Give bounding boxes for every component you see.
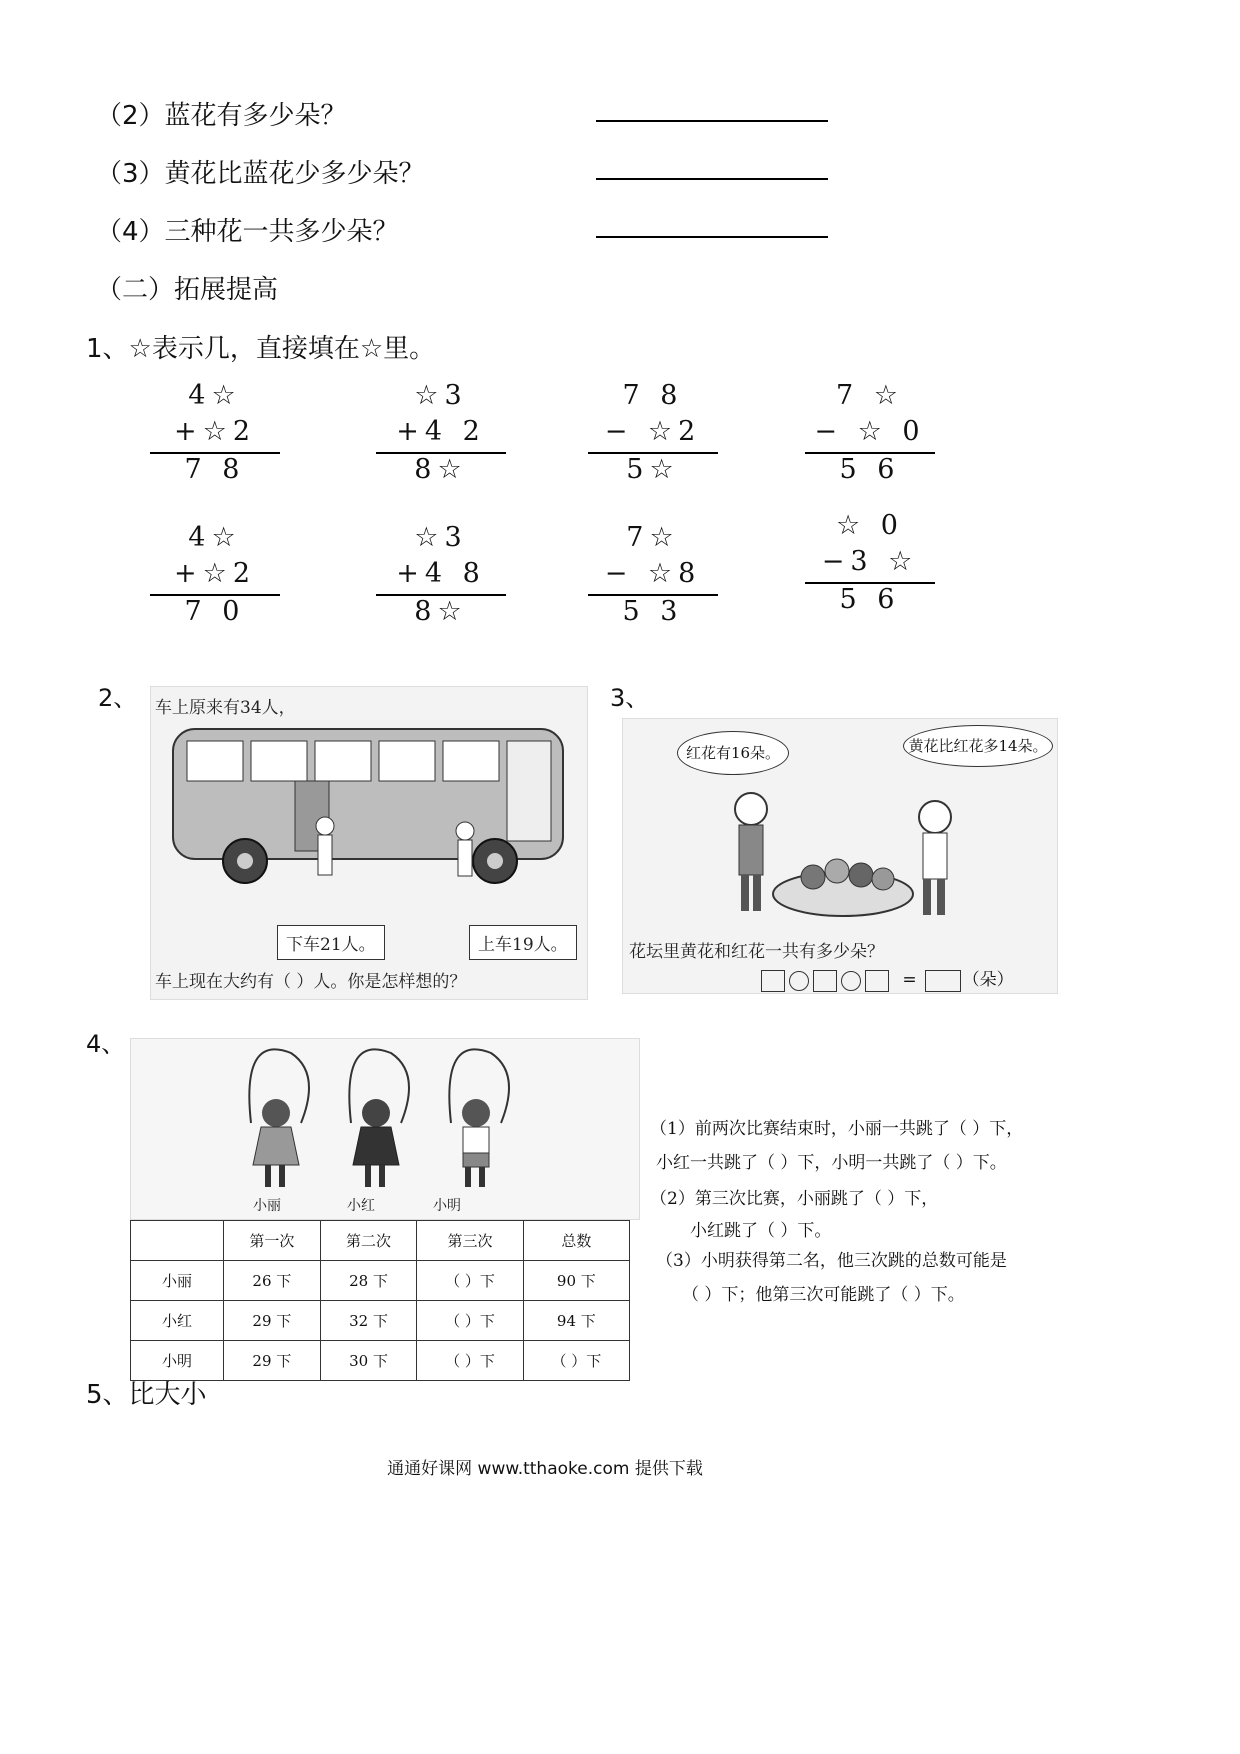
q4-sub-3a: （3）小明获得第二名，他三次跳的总数可能是 — [656, 1251, 1007, 1271]
equation-blanks[interactable] — [759, 965, 1014, 992]
question-2: （2）蓝花有多少朵？ — [96, 101, 347, 131]
bus-intro-text: 车上原来有34人， — [155, 698, 296, 718]
calc-top: 7 8 — [622, 380, 684, 411]
unit-label: （朵） — [962, 970, 1014, 990]
calc-top: ☆3 — [414, 522, 468, 553]
number-box[interactable] — [813, 970, 837, 992]
q2-label: 2、 — [98, 684, 138, 712]
name-xiaohong: 小红 — [347, 1198, 375, 1214]
table-row — [131, 1301, 630, 1341]
operator-circle[interactable] — [789, 971, 809, 991]
table-header-cell: 第一次 — [224, 1221, 321, 1261]
q4-sub-1b: 小红一共跳了（ ）下，小明一共跳了（ ）下。 — [656, 1153, 1007, 1173]
name-xiaoming: 小明 — [433, 1198, 461, 1214]
bus-illustration — [150, 686, 588, 1000]
equals-sign: = — [902, 970, 917, 990]
q4-sub-2b: 小红跳了（ ）下。 — [690, 1221, 832, 1241]
q4-sub-2a: （2）第三次比赛，小丽跳了（ ）下， — [650, 1189, 939, 1209]
table-header-cell: 第三次 — [417, 1221, 523, 1261]
flower-bed-icon — [713, 779, 973, 929]
table-cell: 小丽 — [131, 1261, 224, 1301]
calc-result: 8☆ — [414, 596, 468, 627]
calc-result: 5☆ — [626, 454, 680, 485]
calc-1 — [150, 380, 280, 490]
calc-operand: − ☆8 — [604, 558, 702, 589]
q1-title: 1、☆表示几，直接填在☆里。 — [86, 334, 436, 364]
calc-top: 4☆ — [188, 522, 242, 553]
table-cell: 小红 — [131, 1301, 224, 1341]
answer-line-2[interactable] — [596, 120, 828, 122]
get-off-sign: 下车21人。 — [277, 925, 385, 960]
calc-3 — [588, 380, 718, 490]
calc-8 — [805, 510, 935, 620]
table-cell-blank[interactable]: （ ）下 — [417, 1261, 523, 1301]
table-cell-blank[interactable]: （ ）下 — [417, 1341, 523, 1381]
calc-7 — [588, 522, 718, 632]
calc-operand: − ☆2 — [604, 416, 702, 447]
footer-text: 通通好课网 www.tthaoke.com 提供下载 — [387, 1459, 703, 1479]
table-cell: 26 下 — [224, 1261, 321, 1301]
table-cell: 94 下 — [523, 1301, 629, 1341]
jump-rope-illustration — [130, 1038, 640, 1220]
answer-line-3[interactable] — [596, 178, 828, 180]
q3-label: 3、 — [610, 684, 650, 712]
bus-question: 车上现在大约有（ ）人。你是怎样想的？ — [155, 972, 467, 992]
result-box[interactable] — [925, 970, 961, 992]
table-header-cell: 第二次 — [320, 1221, 417, 1261]
calc-top: 7☆ — [626, 522, 680, 553]
table-header-row — [131, 1221, 630, 1261]
calc-result: 5 6 — [839, 454, 901, 485]
number-box[interactable] — [761, 970, 785, 992]
get-on-sign: 上车19人。 — [469, 925, 577, 960]
q4-sub-3b: （ ）下；他第三次可能跳了（ ）下。 — [682, 1285, 965, 1305]
calc-result: 8☆ — [414, 454, 468, 485]
calc-operand: −3 ☆ — [821, 546, 919, 577]
question-4: （4）三种花一共多少朵？ — [96, 217, 399, 247]
score-table — [130, 1220, 630, 1381]
answer-line-4[interactable] — [596, 236, 828, 238]
calc-top: ☆ 0 — [836, 510, 904, 541]
calc-result: 7 8 — [184, 454, 246, 485]
calc-result: 5 3 — [622, 596, 684, 627]
q4-label: 4、 — [86, 1030, 126, 1058]
flower-question: 花坛里黄花和红花一共有多少朵？ — [629, 942, 884, 962]
number-box[interactable] — [865, 970, 889, 992]
table-cell-blank[interactable]: （ ）下 — [523, 1341, 629, 1381]
calc-operand: +4 2 — [396, 416, 486, 447]
table-cell: 小明 — [131, 1341, 224, 1381]
calc-5 — [150, 522, 280, 632]
q4-sub-1a: （1）前两次比赛结束时，小丽一共跳了（ ）下， — [650, 1119, 1024, 1139]
section-title: （二）拓展提高 — [96, 275, 279, 305]
table-header-cell — [131, 1221, 224, 1261]
q5-title: 5、比大小 — [86, 1380, 207, 1410]
calc-operand: +☆2 — [173, 416, 256, 447]
speech-bubble-girl: 红花有16朵。 — [677, 731, 789, 775]
calc-top: ☆3 — [414, 380, 468, 411]
calc-operand: − ☆ 0 — [814, 416, 926, 447]
speech-bubble-boy: 黄花比红花多14朵。 — [903, 725, 1053, 767]
calc-top: 4☆ — [188, 380, 242, 411]
calc-6 — [376, 522, 506, 632]
calc-2 — [376, 380, 506, 490]
calc-result: 7 0 — [184, 596, 246, 627]
table-cell: 90 下 — [523, 1261, 629, 1301]
table-cell: 29 下 — [224, 1341, 321, 1381]
table-cell: 28 下 — [320, 1261, 417, 1301]
calc-result: 5 6 — [839, 584, 901, 615]
calc-4 — [805, 380, 935, 490]
table-cell: 32 下 — [320, 1301, 417, 1341]
table-cell: 29 下 — [224, 1301, 321, 1341]
calc-operand: +4 8 — [396, 558, 486, 589]
name-xiaoli: 小丽 — [253, 1198, 281, 1214]
calc-operand: +☆2 — [173, 558, 256, 589]
bus-icon — [165, 721, 575, 891]
flower-illustration — [622, 718, 1058, 994]
children-jumping-icon — [221, 1043, 581, 1193]
operator-circle[interactable] — [841, 971, 861, 991]
table-cell: 30 下 — [320, 1341, 417, 1381]
table-cell-blank[interactable]: （ ）下 — [417, 1301, 523, 1341]
question-3: （3）黄花比蓝花少多少朵？ — [96, 159, 425, 189]
table-header-cell: 总数 — [523, 1221, 629, 1261]
table-row — [131, 1261, 630, 1301]
calc-top: 7 ☆ — [836, 380, 904, 411]
